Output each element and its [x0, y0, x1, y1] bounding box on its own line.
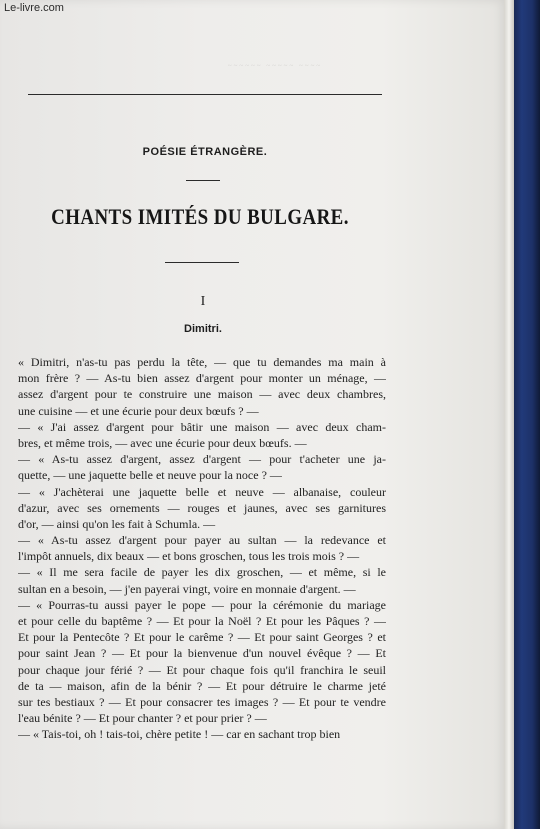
text-line: — « Pourras-tu aussi payer le pope — pour la cérémonie du mariage [18, 597, 386, 612]
text-line: « Dimitri, n'as-tu pas perdu la tête, — que tu demandes ma main à [18, 355, 386, 369]
watermark: Le-livre.com [4, 2, 64, 14]
text-line: assez d'argent pour te construire une maison — avec deux chambres, [18, 387, 386, 402]
text-line: sur tes bestiaux ? — Et pour consacrer tes images ? — Et pour te vendre [18, 694, 386, 709]
short-rule [165, 262, 239, 263]
text-line: une cuisine — et une écurie pour deux bœufs ? — [18, 403, 259, 418]
text-line: l'impôt annuels, dix beaux — et bons groschen, tous les trois mois ? — [18, 549, 360, 564]
text-line: et pour celle du baptême ? — Et pour la Noël ? Et pour les Pâques ? — [18, 614, 386, 628]
text-line: d'or, — ainsi qu'on les fait à Schumla. — [18, 516, 216, 531]
running-head-bleedthrough: ~~~~~~ ~~~~~ ~~~~ [227, 62, 323, 70]
chapter-title: Dimitri. [184, 323, 222, 335]
text-line: quette, — une jaquette belle et neuve pour la noce ? — [18, 468, 282, 483]
section-label: POÉSIE ÉTRANGÈRE. [142, 146, 268, 158]
text-line: pour saint Jean ? — Et pour la bienvenue d'un nouvel évêque ? — Et [18, 646, 386, 661]
text-line: — « As-tu assez d'argent, assez d'argent — pour t'acheter une ja- [18, 452, 386, 467]
short-rule [186, 180, 220, 181]
text-line: d'azur, avec ses ornements — rouges et jaunes, avec ses garnitures [18, 500, 386, 515]
body-text [18, 354, 386, 743]
page-edge [504, 0, 514, 829]
text-line: pour chaque jour férié ? — Et pour chaque fois qu'il franchira le seuil [18, 662, 386, 677]
page-title: CHANTS IMITÉS DU BULGARE. [51, 204, 349, 229]
text-line: Et pour la Pentecôte ? Et pour le carême ? — Et pour saint Georges ? et [18, 630, 386, 645]
text-line: — « As-tu assez d'argent pour payer au sultan — la redevance et [18, 533, 386, 548]
text-line: — « Tais-toi, oh ! tais-toi, chère petite ! — car en sachant trop bien [18, 727, 341, 742]
text-line: — « J'achèterai une jaquette belle et neuve — albanaise, couleur [18, 484, 386, 499]
text-line: de ta — maison, afin de la bénir ? — Et pour détruire le charme jeté [18, 678, 386, 693]
text-line: mon frère ? — As-tu bien assez d'argent pour monter un ménage, — [18, 371, 386, 386]
text-line: l'eau bénite ? — Et pour chanter ? et pour prier ? — [18, 711, 267, 726]
book-cover-edge [514, 0, 540, 829]
text-line: — « J'ai assez d'argent pour bâtir une maison — avec deux cham- [18, 419, 386, 434]
text-line: — « Il me sera facile de payer les dix groschen, — et même, si le [18, 565, 386, 580]
text-line: bres, et même trois, — avec une écurie pour deux bœufs. — [18, 435, 307, 450]
text-line: sultan en a besoin, — j'en payerai vingt, voire en monnaie d'argent. — [18, 581, 356, 596]
chapter-number: I [200, 294, 206, 309]
top-rule [28, 94, 382, 95]
